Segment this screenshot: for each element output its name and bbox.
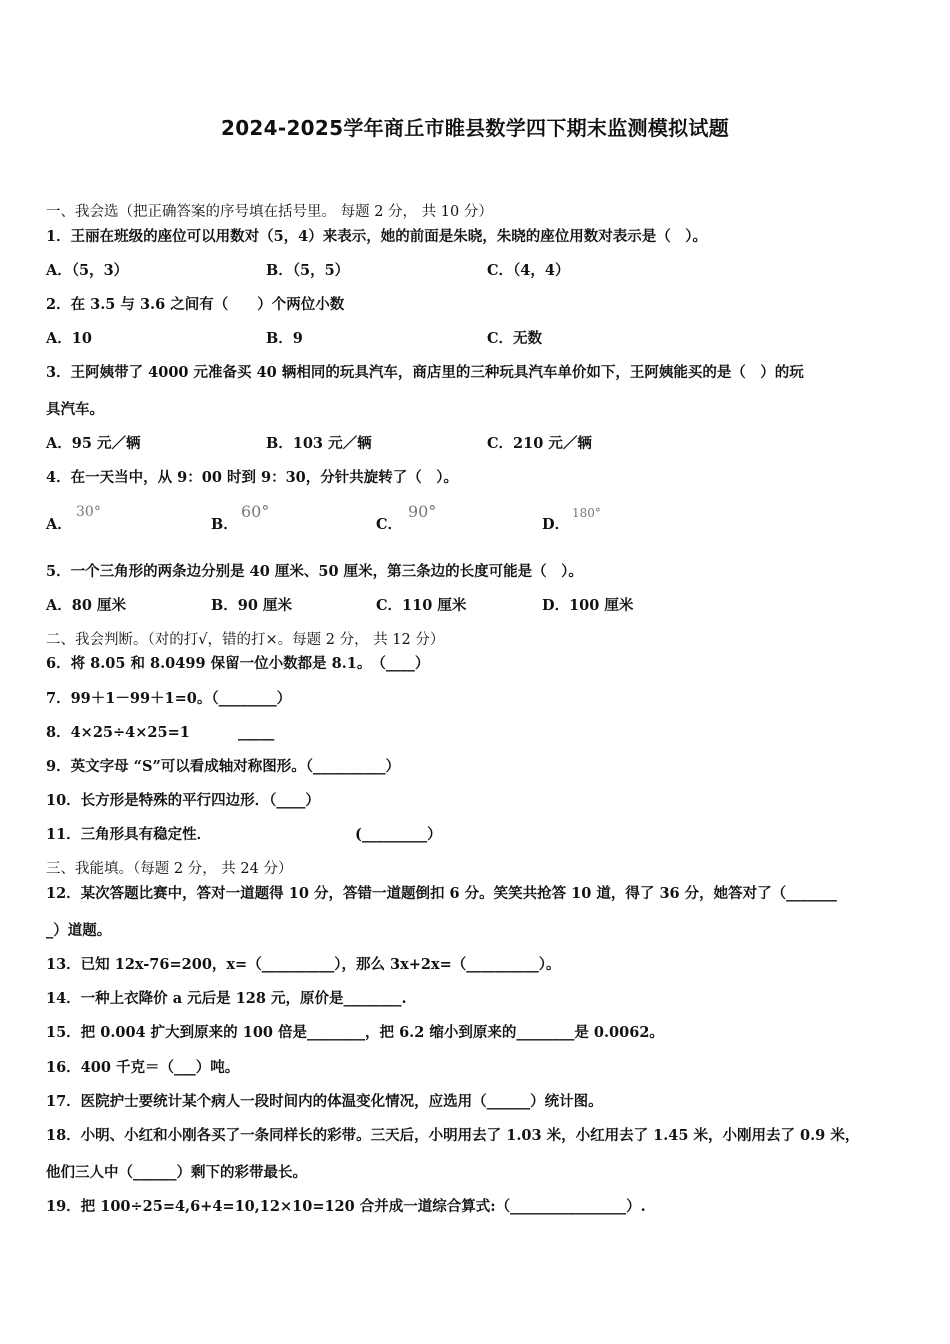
question-16: 16．400 千克＝（___）吨。: [46, 1059, 240, 1076]
question-12-line-1: 12．某次答题比赛中，答对一道题得 10 分，答错一道题倒扣 6 分。笑笑共抢答 10 道，得了 36 分，她答对了（_______: [46, 885, 837, 902]
question-14: 14．一种上衣降价 a 元后是 128 元，原价是________.: [46, 990, 407, 1007]
question-6: 6．将 8.05 和 8.0499 保留一位小数都是 8.1。 （____）: [46, 655, 430, 672]
q4-option-b-angle: 60°: [241, 502, 270, 521]
q2-option-c: C．无数: [487, 330, 543, 347]
q1-option-b: B．（5，5）: [266, 262, 350, 279]
question-15: 15．把 0.004 扩大到原来的 100 倍是________，把 6.2 缩小到原来的________是 0.0062。: [46, 1024, 664, 1041]
question-2: 2．在 3.5 与 3.6 之间有（ ）个两位小数: [46, 296, 345, 313]
page-title: 2024-2025学年商丘市睢县数学四下期末监测模拟试题: [220, 116, 730, 140]
question-18-line-2: 他们三人中（______）剩下的彩带最长。: [46, 1164, 307, 1181]
question-3-line-1: 3．王阿姨带了 4000 元准备买 40 辆相同的玩具汽车，商店里的三种玩具汽车单价如下，王阿姨能买的是（ ）的玩: [46, 364, 804, 381]
question-3-line-2: 具汽车。: [46, 401, 104, 418]
section-3-heading: 三、我能填。（每题 2 分， 共 24 分）: [46, 861, 293, 877]
q1-option-c: C．（4，4）: [487, 262, 570, 279]
question-10: 10．长方形是特殊的平行四边形．（____）: [46, 792, 320, 809]
q4-option-c-label: C．: [376, 516, 403, 533]
q4-option-a-label: A．: [46, 516, 72, 533]
q3-option-b: B．103 元／辆: [266, 435, 372, 452]
question-4: 4．在一天当中，从 9：00 时到 9：30，分针共旋转了（ ）。: [46, 469, 459, 486]
question-11: 11．三角形具有稳定性．: [46, 826, 212, 843]
question-11-blank: (_________）: [355, 826, 442, 843]
q2-option-b: B．9: [266, 330, 303, 347]
q5-option-b: B．90 厘米: [211, 597, 292, 614]
q5-option-d: D．100 厘米: [542, 597, 634, 614]
section-2-heading: 二、我会判断。（对的打√，错的打×。每题 2 分， 共 12 分）: [46, 632, 445, 648]
q3-option-c: C．210 元／辆: [487, 435, 592, 452]
question-1: 1．王丽在班级的座位可以用数对（5，4）来表示，她的前面是朱晓，朱晓的座位用数对表示是（ ）。: [46, 228, 708, 245]
question-7: 7．99＋1－99＋1=0。（________）: [46, 690, 292, 707]
question-8-blank: _____: [238, 724, 275, 741]
q4-option-d-label: D．: [542, 516, 570, 533]
q4-option-b-label: B．: [211, 516, 238, 533]
question-18-line-1: 18．小明、小红和小刚各买了一条同样长的彩带。三天后，小明用去了 1.03 米，小红用去了 1.45 米，小刚用去了 0.9 米，: [46, 1127, 860, 1144]
q2-option-a: A．10: [46, 330, 92, 347]
q4-option-c-angle: 90°: [408, 502, 437, 521]
question-13: 13．已知 12x-76=200，x=（__________），那么 3x+2x=（__________）。: [46, 956, 561, 973]
section-1-heading: 一、我会选（把正确答案的序号填在括号里。 每题 2 分， 共 10 分）: [46, 204, 493, 220]
question-9: 9．英文字母 “S”可以看成轴对称图形。（__________）: [46, 758, 401, 775]
question-19: 19．把 100÷25=4,6+4=10,12×10=120 合并成一道综合算式:（________________）.: [46, 1198, 646, 1215]
q4-option-a-angle: 30°: [76, 504, 101, 520]
q1-option-a: A．（5，3）: [46, 262, 129, 279]
question-8: 8．4×25÷4×25=1: [46, 724, 190, 741]
q3-option-a: A．95 元／辆: [46, 435, 141, 452]
question-5: 5．一个三角形的两条边分别是 40 厘米、50 厘米，第三条边的长度可能是（ ）。: [46, 563, 583, 580]
q4-option-d-angle: 180°: [572, 506, 601, 520]
q5-option-c: C．110 厘米: [376, 597, 467, 614]
q5-option-a: A．80 厘米: [46, 597, 126, 614]
question-12-line-2: _）道题。: [46, 922, 112, 939]
question-17: 17．医院护士要统计某个病人一段时间内的体温变化情况，应选用（______）统计图。: [46, 1093, 603, 1110]
